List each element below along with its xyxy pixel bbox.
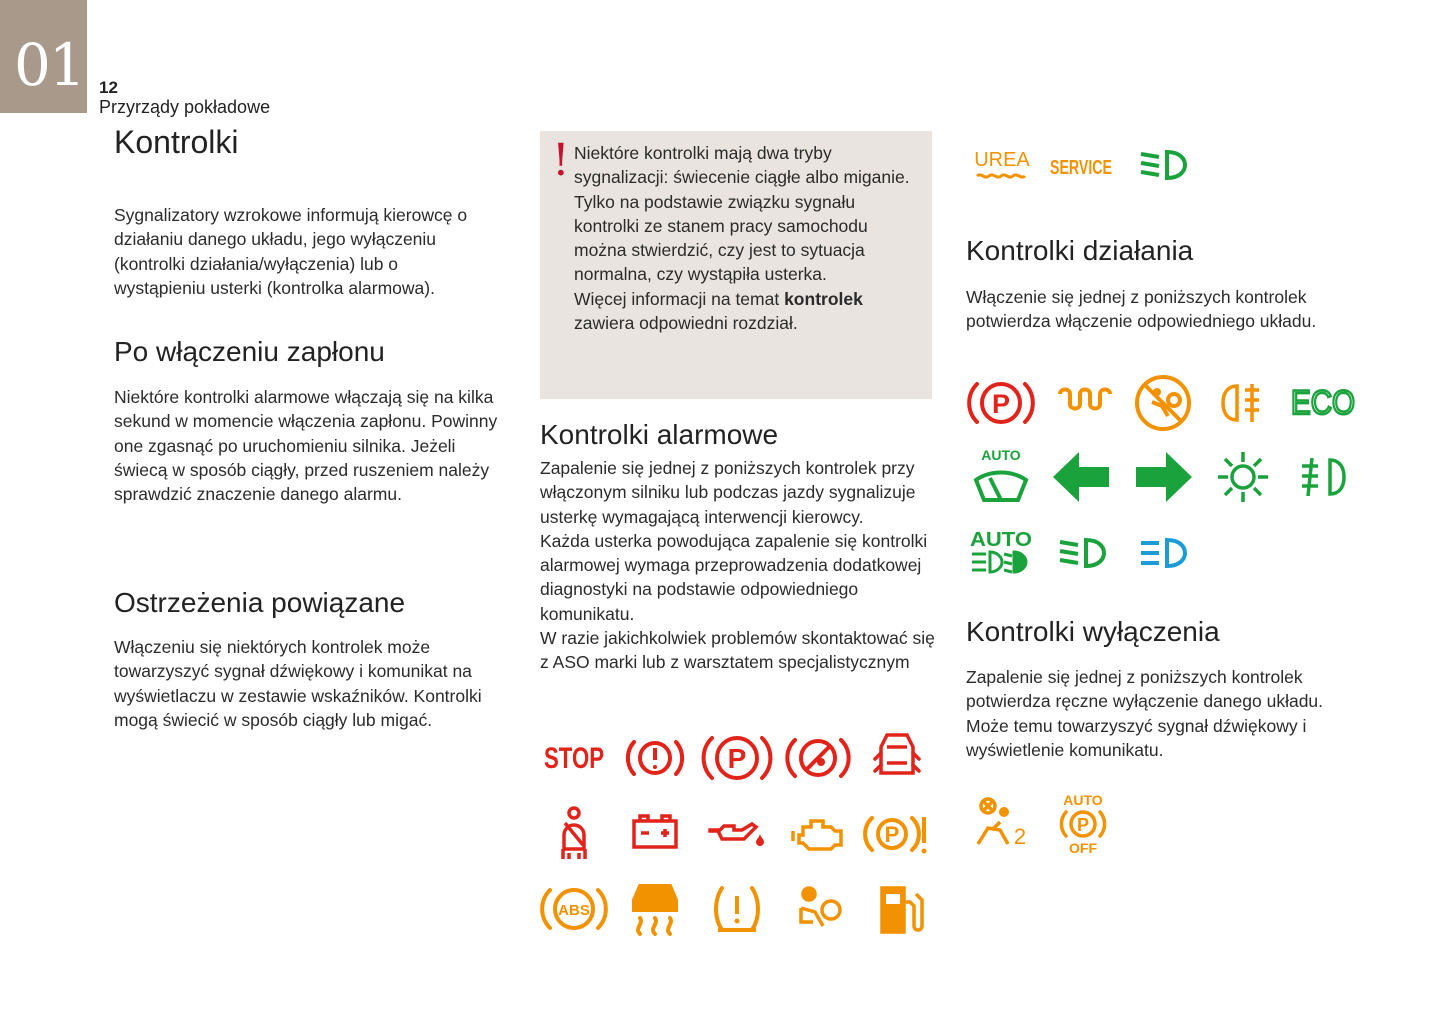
auto-wipers-label: AUTO bbox=[981, 447, 1021, 463]
abs-icon bbox=[541, 878, 607, 940]
urea-icon bbox=[969, 136, 1035, 198]
low-beam-icon bbox=[1131, 134, 1197, 196]
glow-plug-icon bbox=[1050, 372, 1116, 434]
steering-fault-icon bbox=[785, 727, 851, 789]
parking-brake-icon bbox=[704, 727, 770, 789]
note-bold: kontrolek bbox=[784, 288, 863, 309]
auto-parking-label: AUTO bbox=[1063, 792, 1103, 808]
alarm-text-2: Każda usterka powodująca zapalenie się kontrolki alarmowej wymaga przeprowadzenia dodatkowej diagnostyki na podstawie odpowiedniego komunikatu. bbox=[540, 530, 928, 624]
front-fog-icon bbox=[1290, 446, 1356, 508]
note-box bbox=[540, 131, 932, 399]
auto-parking-off-label: OFF bbox=[1069, 840, 1097, 856]
stop-label: STOP bbox=[544, 742, 604, 775]
airbag-2-label: 2 bbox=[1013, 824, 1027, 849]
seatbelt-icon bbox=[541, 803, 607, 865]
auto-parking-p: P bbox=[1076, 815, 1090, 835]
engine-check-icon bbox=[785, 803, 851, 865]
auto-parking-off-icon bbox=[1050, 792, 1116, 854]
auto-beam-label: AUTO bbox=[970, 529, 1032, 551]
tyre-pressure-icon bbox=[704, 878, 770, 940]
fuel-icon bbox=[866, 878, 932, 940]
main-beam-icon bbox=[1131, 522, 1197, 584]
auto-wipers-icon bbox=[968, 446, 1034, 508]
stability-control-icon bbox=[622, 878, 688, 940]
service-icon bbox=[1048, 136, 1114, 198]
auto-main-beam-icon bbox=[968, 522, 1034, 584]
urea-label: UREA bbox=[974, 149, 1030, 171]
parking-fault-icon bbox=[866, 803, 932, 865]
warnings-heading: Ostrzeżenia powiązane bbox=[114, 587, 406, 618]
active-text: Włączenie się jednej z poniższych kontrolek potwierdza włączenie odpowiedniego układu. bbox=[966, 287, 1317, 332]
ignition-heading: Po włączeniu zapłonu bbox=[114, 336, 385, 367]
oil-pressure-icon bbox=[704, 803, 770, 865]
note-line-3: Więcej informacji na temat bbox=[574, 288, 785, 309]
parking-fault-label: P bbox=[884, 822, 900, 847]
turn-left-icon bbox=[1049, 446, 1115, 508]
battery-icon bbox=[622, 803, 688, 865]
passenger-airbag-off-icon bbox=[1130, 372, 1196, 434]
abs-label: ABS bbox=[558, 902, 590, 919]
ignition-text: Niektóre kontrolki alarmowe włączają się na kilka sekund w momencie włączenia zapłonu. Powinny one zgasnąć po uruchomieniu silnika. Jeżeli świecą w sposób ciągły, przed ruszeniem należy sprawdzić znaczenie danego alarmu. bbox=[114, 387, 498, 505]
note-line-3-end: zawiera odpowiedni rozdział. bbox=[574, 313, 798, 334]
chapter-tab bbox=[0, 0, 87, 113]
active-heading: Kontrolki działania bbox=[966, 235, 1194, 266]
passenger-airbag-2-icon bbox=[968, 792, 1034, 854]
warnings-text: Włączeniu się niektórych kontrolek może towarzyszyć sygnał dźwiękowy i komunikat na wyświetlaczu w zestawie wskaźników. Kontrolki mogą świecić w sposób ciągły lub migać. bbox=[114, 637, 482, 730]
eco-icon bbox=[1290, 372, 1356, 434]
note-line-2: Tylko na podstawie związku sygnału kontrolki ze stanem pracy samochodu można stwierdzić, czy jest to sytuacja normalna, czy wystąpiła usterka. bbox=[574, 191, 868, 285]
electric-parking-icon bbox=[968, 372, 1034, 434]
epb-label: P bbox=[991, 389, 1011, 419]
off-text: Zapalenie się jednej z poniższych kontrolek potwierdza ręczne wyłączenie danego układu. Może temu towarzyszyć sygnał dźwiękowy i wyświetlenie komunikatu. bbox=[966, 667, 1324, 760]
intro-text: Sygnalizatory wzrokowe informują kierowcę o działaniu danego układu, jego wyłączeniu (kontrolki działania/wyłączenia) lub o wystąpieniu usterki (kontrolka alarmowa). bbox=[114, 205, 468, 298]
sidelights-icon bbox=[1210, 446, 1276, 508]
eco-label: ECO bbox=[1291, 384, 1355, 422]
alarm-text-1: Zapalenie się jednej z poniższych kontrolek przy włączonym silniku lub podczas jazdy sygnalizuje usterkę wymagającą interwencji kierowcy. bbox=[540, 458, 916, 527]
rear-fog-icon bbox=[1213, 372, 1279, 434]
service-label: SERVICE bbox=[1050, 157, 1112, 179]
alarm-text-3: W razie jakichkolwiek problemów skontaktować się z ASO marki lub z warsztatem specjalistycznym bbox=[540, 628, 935, 673]
stop-icon bbox=[541, 727, 607, 789]
dipped-beam-icon bbox=[1050, 522, 1116, 584]
page-number: 12 bbox=[99, 78, 118, 97]
note-text bbox=[574, 141, 914, 335]
chapter-number: 01 bbox=[14, 31, 84, 99]
parking-label: P bbox=[727, 743, 747, 774]
turn-right-icon bbox=[1130, 446, 1196, 508]
exclamation-icon: ! bbox=[552, 135, 570, 186]
page-title: Kontrolki bbox=[114, 124, 239, 160]
airbag-icon bbox=[785, 878, 851, 940]
chapter-title: Przyrządy pokładowe bbox=[99, 97, 271, 117]
door-open-icon bbox=[864, 725, 930, 787]
off-heading: Kontrolki wyłączenia bbox=[966, 616, 1220, 647]
warning-circle-icon bbox=[622, 727, 688, 789]
note-line-1: Niektóre kontrolki mają dwa tryby sygnalizacji: świecenie ciągłe albo miganie. bbox=[574, 143, 910, 188]
alarm-heading: Kontrolki alarmowe bbox=[540, 419, 779, 450]
alarm-text bbox=[540, 456, 935, 675]
